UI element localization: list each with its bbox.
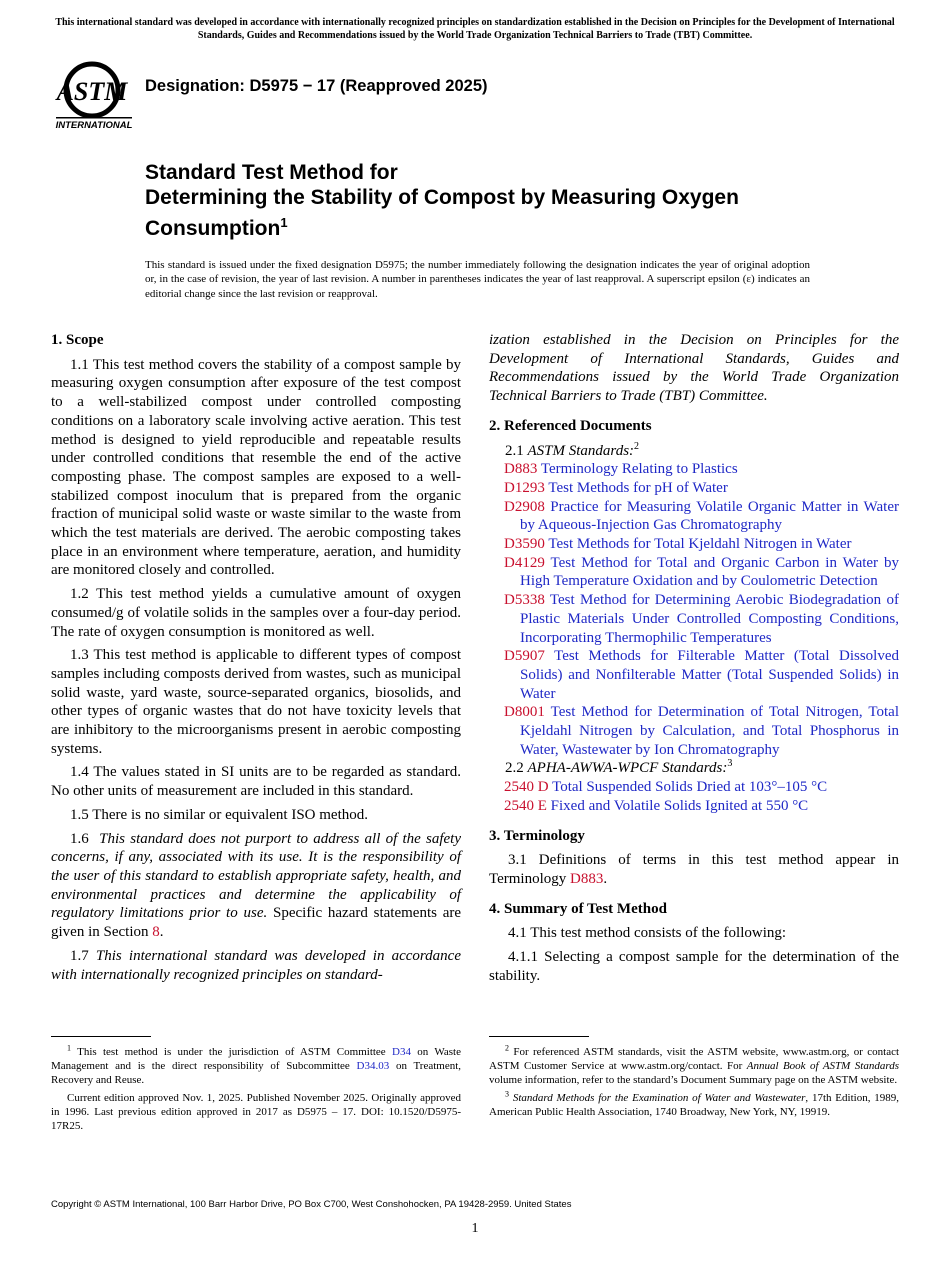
paragraph-4-1: 4.1 This test method consists of the following: — [508, 925, 787, 942]
title-line2: Determining the Stability of Compost by Measuring Oxygen Consumption — [145, 186, 739, 240]
reference-code-link[interactable]: D2908 — [504, 498, 545, 515]
designation: Designation: D5975 − 17 (Reapproved 2025) — [145, 77, 488, 95]
issue-note: This standard is issued under the fixed designation D5975; the number immediately following the designation indicates the year of original adoption or, in the case of revision, the year of last revision. A number in parentheses indicates the year of last reapproval. A superscript epsilon (ε) indicates an editorial change since the last revision or reapproval. — [145, 259, 810, 300]
paragraph-number: 2.2 — [505, 760, 524, 777]
safety-statement: This standard does not purport to address all of the safety concerns, if any, associated with its use. It is the responsibility of the user of this standard to establish appropriate safety, health, and environmental practices and determine the applicability of regulatory limitations prior to use. — [51, 830, 462, 922]
section-heading-summary: 4. Summary of Test Method — [489, 900, 667, 917]
paragraph-number: 1.7 — [70, 947, 89, 964]
footnote-text: , 17th Edition, 1989, American Public Health Association, 1740 Broadway, New York, NY, 19919. — [489, 1091, 899, 1118]
wto-statement-part2: ization established in the Decision on Principles for the Development of International Standards, Guides and Recommendations issued by the World Trade Organization Technical Barriers to Trade (TBT) Committee. — [489, 332, 899, 405]
astm-reference-list — [489, 460, 899, 759]
left-column — [51, 331, 461, 989]
footnote-divider-left — [51, 1036, 151, 1037]
reference-title-link[interactable]: Practice for Measuring Volatile Organic Matter in Water by Aqueous-Injection Gas Chromatography — [520, 498, 899, 534]
reference-title-link[interactable]: Terminology Relating to Plastics — [540, 461, 738, 478]
paragraph-1-7 — [51, 947, 461, 984]
reference-code-link[interactable]: D883 — [504, 461, 538, 478]
title-line1: Standard Test Method for — [145, 161, 398, 184]
logo-text: ASTM — [56, 77, 128, 106]
footnote-marker: 1 — [67, 1043, 71, 1053]
footnote-text: This test method is under the jurisdiction of ASTM Committee — [77, 1046, 386, 1058]
apha-standards-heading: APHA-AWWA-WPCF Standards: — [527, 760, 728, 777]
section-heading-terminology: 3. Terminology — [489, 827, 585, 844]
reference-item — [489, 554, 899, 591]
paragraph-1-2: 1.2 This test method yields a cumulative amount of oxygen consumed/g of volatile solids in the samples over a four-day period. The rate of oxygen consumption is monitored as well. — [51, 586, 461, 640]
title-footnote-marker[interactable]: 1 — [280, 215, 288, 230]
right-column — [489, 331, 899, 991]
reference-code-link[interactable]: 2540 E — [504, 797, 547, 814]
section-heading-referenced-documents: 2. Referenced Documents — [489, 417, 652, 434]
reference-item — [489, 479, 899, 498]
footnote-marker[interactable]: 2 — [634, 440, 640, 452]
reference-item — [489, 797, 899, 816]
reference-code-link[interactable]: D3590 — [504, 536, 545, 553]
astm-standards-heading: ASTM Standards: — [527, 442, 635, 459]
paragraph-1-6: 1.6 This standard does not purport to address all of the safety concerns, if any, associated with its use. It is the responsibility of the user of this standard to establish appropriate safety, health, and environmental practices and determine the applicability of regulatory limitations prior to use. Specific hazard statements are given in Section 8. — [51, 830, 462, 941]
reference-title-link[interactable]: Fixed and Volatile Solids Ignited at 550 °C — [550, 797, 809, 814]
committee-d34-link[interactable]: D34 — [392, 1046, 411, 1058]
reference-item — [489, 591, 899, 647]
reference-title-link[interactable]: Test Method for Determination of Total Nitrogen, Total Kjeldahl Nitrogen by Calculation, and Total Phosphorus in Water, Wastewater by Ion Chromatography — [520, 704, 899, 758]
subcommittee-d34-03-link[interactable]: D34.03 — [356, 1060, 390, 1073]
reference-title-link[interactable]: Total Suspended Solids Dried at 103°–105 °C — [552, 779, 828, 796]
paragraph-number: 1.6 — [70, 830, 89, 847]
logo-subtext: INTERNATIONAL — [55, 120, 133, 131]
reference-code-link[interactable]: D5338 — [504, 592, 545, 609]
paragraph-1-5: 1.5 There is no similar or equivalent ISO method. — [70, 806, 369, 823]
footnote-text: volume information, refer to the standard’s Document Summary page on the ASTM website. — [489, 1074, 898, 1087]
paragraph-1-4: 1.4 The values stated in SI units are to be regarded as standard. No other units of measurement are included in this standard. — [51, 764, 461, 800]
paragraph-4-1-1: 4.1.1 Selecting a compost sample for the determination of the stability. — [489, 949, 899, 984]
footnote-text: For referenced ASTM standards, visit the ASTM website, www.astm.org, or contact ASTM Customer Service at www.astm.org/contact. For — [489, 1046, 900, 1073]
terminology-text: 3.1 Definitions of terms in this test method appear in Terminology — [489, 852, 899, 887]
reference-item — [489, 778, 899, 797]
paragraph-1-7-cont — [489, 331, 899, 406]
reference-item — [489, 460, 899, 479]
section-heading-scope: 1. Scope — [51, 332, 104, 348]
page-number: 1 — [471, 1221, 479, 1236]
reference-code-link[interactable]: 2540 D — [504, 779, 549, 796]
d883-link[interactable]: D883 — [570, 870, 604, 887]
hazard-reference: Specific hazard statements are given in Section — [51, 905, 462, 941]
footnote-marker[interactable]: 3 — [727, 758, 733, 770]
footnote-2 — [489, 1045, 899, 1088]
footnote-text: on Waste Management and is the direct responsibility of Subcommittee — [51, 1046, 461, 1073]
section-8-link[interactable]: 8 — [152, 924, 160, 941]
reference-item — [489, 535, 899, 554]
reference-item — [489, 647, 899, 703]
astm-standards-label — [489, 442, 899, 461]
footnote-1 — [51, 1045, 461, 1088]
astm-logo — [54, 57, 134, 133]
reference-item — [489, 703, 899, 759]
terminology-end: . — [603, 870, 608, 887]
paragraph-3-1 — [489, 851, 899, 888]
reference-code-link[interactable]: D4129 — [504, 554, 545, 571]
reference-item — [489, 498, 899, 535]
footnote-divider-right — [489, 1036, 589, 1037]
apha-reference-list — [489, 778, 899, 815]
footnote-marker: 2 — [505, 1043, 509, 1053]
wto-statement-part1: This international standard was developed in accordance with internationally recognized principles on standard- — [51, 947, 462, 983]
footnote-italic: Annual Book of ASTM Standards — [746, 1060, 900, 1073]
footnote-marker: 3 — [505, 1088, 509, 1098]
header-notice: This international standard was developed in accordance with internationally recognized principles on standardization established in the Decision on Principles for the Development of International Standards, Guides and Recommendations issued by the World Trade Organization Technical Barriers to Trade (TBT) Committee. — [55, 17, 895, 41]
reference-title-link[interactable]: Test Method for Determining Aerobic Biodegradation of Plastic Materials Under Controlled Composting Conditions, Incorporating Thermophilic Temperatures — [520, 592, 899, 646]
footnotes-right — [489, 1045, 899, 1122]
reference-title-link[interactable]: Test Methods for Total Kjeldahl Nitrogen in Water — [548, 536, 852, 553]
footnotes-left — [51, 1045, 461, 1136]
footnote-text: on Treatment, Recovery and Reuse. — [51, 1060, 462, 1087]
footnote-italic: Standard Methods for the Examination of Water and Wastewater — [512, 1091, 806, 1104]
copyright-notice: Copyright © ASTM International, 100 Barr Harbor Drive, PO Box C700, West Conshohocken, PA 19428-2959. United States — [51, 1199, 572, 1210]
reference-code-link[interactable]: D5907 — [504, 648, 545, 665]
apha-standards-label — [489, 759, 899, 778]
reference-code-link[interactable]: D8001 — [504, 704, 545, 721]
paragraph-1-1: 1.1 This test method covers the stability of a compost sample by measuring oxygen consumption after exposure of the test compost to a well-stabilized compost under controlled composting conditions on a laboratory scale involving active aeration. This test method is designed to yield reproducible and repeatable results under controlled conditions that resemble the end of the active composting phase. The compost samples are exposed to a well-stabilized compost inoculum that is prepared from the organic fraction of municipal solid waste or waste similar to the waste from which the test materials are derived. The aerobic composting takes place in an environment where temperature, aeration, and humidity are monitored closely and controlled. — [51, 356, 461, 579]
edition-note: Current edition approved Nov. 1, 2025. Published November 2025. Originally approved in 1996. Last previous edition approved in 2017 as D5975 – 17. DOI: 10.1520/D5975-17R25. — [51, 1091, 461, 1133]
reference-title-link[interactable]: Test Methods for pH of Water — [548, 479, 728, 496]
paragraph-number: 2.1 — [505, 442, 524, 459]
reference-code-link[interactable]: D1293 — [504, 479, 545, 496]
document-title — [145, 160, 885, 241]
footnote-3 — [489, 1088, 899, 1119]
reference-title-link[interactable]: Test Method for Total and Organic Carbon in Water by High Temperature Oxidation and by Coulometric Detection — [520, 554, 899, 590]
reference-title-link[interactable]: Test Methods for Filterable Matter (Total Dissolved Solids) and Nonfilterable Matter (Total Suspended Solids) in Water — [520, 648, 899, 702]
title-line2-wrap — [145, 185, 885, 241]
paragraph-1-3: 1.3 This test method is applicable to different types of compost samples including composts derived from wastes, such as municipal solid waste, yard waste, source-separated organics, biosolids, and other types of organic wastes that do not have toxicity levels that are inhibitory to the microorganisms present in aerobic composting systems. — [51, 647, 461, 757]
astm-logo-icon — [54, 57, 134, 133]
